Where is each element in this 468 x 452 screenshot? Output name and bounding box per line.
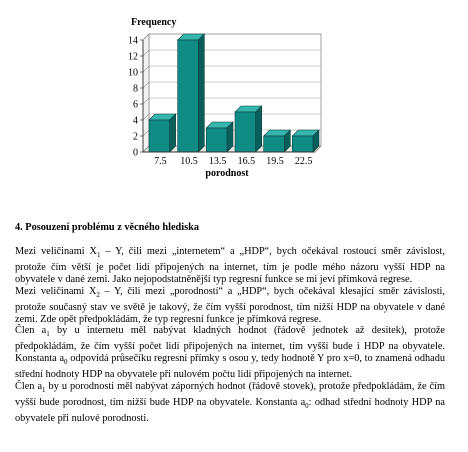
y-tick-label: 6	[133, 99, 138, 111]
bar	[292, 136, 313, 152]
bar	[235, 112, 256, 152]
x-tick-label: 10.5	[180, 156, 198, 167]
bar	[264, 136, 285, 152]
bar-side	[170, 114, 176, 152]
p4-text-c: : odhad střední hodnoty HDP na obyvatele při nulové porodnosti.	[15, 397, 445, 425]
y-tick-label: 12	[128, 51, 138, 63]
x-tick-label: 7.5	[154, 156, 167, 167]
y-tick-label: 0	[133, 147, 138, 159]
p3-sub2: 0	[64, 358, 68, 367]
bar-side	[198, 34, 204, 152]
bar	[178, 40, 199, 152]
paragraph-clen-a1-porodnost	[15, 381, 445, 425]
p4-sub1: 1	[42, 386, 46, 395]
chart-side-wall	[143, 34, 149, 152]
p2-text-b: – Y, čili mezi „porodností“ a „HDP“, bych očekával klesající směr závislosti, protože současný stav ve světě je takový, že čím vyšší porodnost, tím nižší HDP na obyvatele v dané zemi. Zde opět předpokládám, že typ regresní funkce je přímková regrese.	[15, 285, 445, 325]
p3-sub1: 1	[46, 330, 50, 339]
p1-text-a: Mezi veličinami X	[15, 245, 97, 257]
bar	[149, 120, 170, 152]
x-tick-label: 19.5	[266, 156, 284, 167]
paragraph-porodnost	[15, 286, 445, 326]
p4-sub2: 0	[305, 402, 309, 411]
p3-text-a: Člen a	[15, 325, 47, 337]
p3-text-c: odpovídá průsečíku regresní přímky s osou y, tedy hodnotě Y pro x=0, to znamená odhadu střední hodnoty HDP na obyvatele při nulovém počtu lidí připojených na internet.	[15, 353, 445, 381]
document-body	[15, 222, 445, 425]
x-tick-label: 22.5	[294, 156, 313, 167]
paragraph-internet	[15, 246, 445, 286]
bar	[206, 128, 227, 152]
p3-text-b: by u internetu měl nabývat kladných hodnot (řádově jednotek až desítek), protože předpokládám, že čím vyšší počet lidí připojených na internet, tím vyšší bude i HDP na obyvatele. Konstanta a	[15, 325, 445, 365]
chart-title: Frequency	[131, 17, 177, 28]
bar-side	[256, 106, 262, 152]
p1-text-b: – Y, čili mezi „internetem“ a „HDP“, bych očekával rostoucí směr závislost, protože čím větší je počet lidí připojených na internet, tím je podle mého názoru vyšší HDP na obyvatele v dané zemi. Jako nejopodstatněnější typ regresní funkce se mi jeví přímková regrese.	[15, 245, 445, 285]
x-tick-label: 13.5	[208, 156, 227, 167]
y-tick-label: 4	[133, 115, 138, 127]
x-tick-label: 16.5	[237, 156, 256, 167]
y-tick-label: 8	[133, 83, 138, 95]
y-tick-label: 2	[133, 131, 138, 143]
section-heading: 4. Posouzení problému z věcného hlediska	[15, 222, 200, 233]
y-tick-label: 10	[128, 67, 138, 79]
p4-text-a: Člen a	[15, 381, 43, 393]
p4-text-b: by u porodnosti měl nabývat záporných hodnot (řádově stovek), protože předpokládám, že čím vyšší bude porodnost, tím nižší bude HDP na obyvatele. Konstanta a	[15, 381, 446, 409]
x-axis-title: porodnost	[205, 168, 249, 179]
frequency-bar-chart	[0, 0, 468, 222]
y-tick-label: 14	[128, 35, 138, 47]
p2-text-a: Mezi veličinami X	[15, 285, 97, 297]
p1-sub: 1	[96, 250, 101, 259]
p2-sub: 2	[96, 290, 100, 299]
paragraph-clen-a1-internet	[15, 325, 445, 381]
chart-layer	[128, 34, 321, 167]
